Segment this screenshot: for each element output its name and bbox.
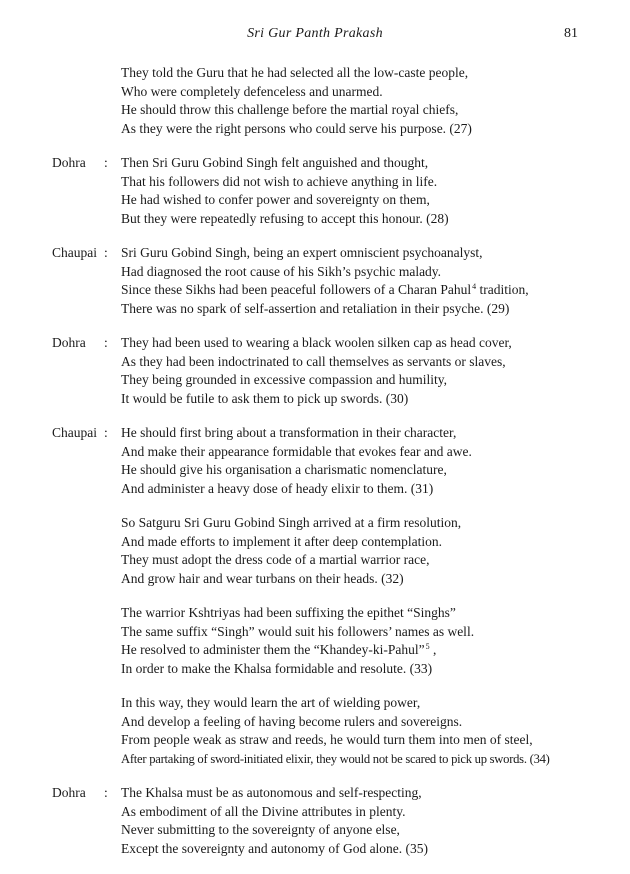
verse-line: So Satguru Sri Guru Gobind Singh arrived at a firm resolution, xyxy=(121,515,462,530)
verse-line: The same suffix “Singh” would suit his followers’ names as well. xyxy=(121,623,475,639)
verse-line: He should give his organisation a charismatic nomenclature, xyxy=(121,462,447,477)
stanza-verse xyxy=(121,514,591,588)
verse-text-tail: , xyxy=(429,642,437,657)
verse-line: As they were the right persons who could serve his purpose. (27) xyxy=(121,120,472,136)
verse-line: Who were completely defenceless and unarmed. xyxy=(121,83,383,99)
verse-line: After partaking of sword-initiated elixir, they would not be scared to pick up swords. (34) xyxy=(121,751,550,766)
verse-line: In order to make the Khalsa formidable and resolute. (33) xyxy=(121,660,433,676)
stanza-verse xyxy=(121,604,591,678)
stanza-33 xyxy=(0,604,630,678)
label-colon: : xyxy=(104,785,108,800)
stanza-35 xyxy=(0,784,630,858)
verse-line-with-footnote xyxy=(121,281,591,300)
footnote-marker: 5 xyxy=(425,641,430,651)
verse-line: And develop a feeling of having become rulers and sovereigns. xyxy=(121,713,463,729)
verse-line: Except the sovereignty and autonomy of God alone. (35) xyxy=(121,840,429,856)
verse-content xyxy=(0,64,630,874)
verse-line: They had been used to wearing a black woolen silken cap as head cover, xyxy=(121,335,512,350)
verse-line: He had wished to confer power and sovereignty on them, xyxy=(121,192,430,207)
stanza-28 xyxy=(0,154,630,228)
stanza-verse xyxy=(121,154,591,228)
verse-line: That his followers did not wish to achieve anything in life. xyxy=(121,173,438,189)
stanza-verse xyxy=(121,784,591,858)
stanza-verse xyxy=(121,334,591,408)
page-number: 81 xyxy=(564,26,578,41)
verse-line: From people weak as straw and reeds, he would turn them into men of steel, xyxy=(121,732,533,747)
verse-line: As embodiment of all the Divine attributes in plenty. xyxy=(121,803,406,819)
stanza-verse xyxy=(121,424,591,498)
verse-line: But they were repeatedly refusing to accept this honour. (28) xyxy=(121,210,449,226)
stanza-label: Dohra xyxy=(52,335,86,350)
verse-line: Never submitting to the sovereignty of anyone else, xyxy=(121,822,400,837)
verse-line: He should throw this challenge before the martial royal chiefs, xyxy=(121,102,459,117)
footnote-marker: 4 xyxy=(472,281,477,291)
label-colon: : xyxy=(104,245,108,260)
stanza-27 xyxy=(0,64,630,138)
verse-line: Had diagnosed the root cause of his Sikh’s psychic malady. xyxy=(121,263,442,279)
verse-line: And make their appearance formidable that evokes fear and awe. xyxy=(121,443,472,459)
verse-text-tail: tradition, xyxy=(476,282,529,297)
label-colon: : xyxy=(104,335,108,350)
verse-line: In this way, they would learn the art of wielding power, xyxy=(121,695,421,710)
stanza-30 xyxy=(0,334,630,408)
stanza-29 xyxy=(0,244,630,318)
verse-line: They being grounded in excessive compassion and humility, xyxy=(121,372,448,387)
verse-line: And made efforts to implement it after deep contemplation. xyxy=(121,533,443,549)
verse-line: There was no spark of self-assertion and retaliation in their psyche. (29) xyxy=(121,300,510,316)
stanza-label: Chaupai xyxy=(52,245,97,260)
verse-line-with-footnote xyxy=(121,641,591,660)
verse-text: He resolved to administer them the “Khandey-ki-Pahul” xyxy=(121,642,425,657)
stanza-verse xyxy=(121,244,591,318)
verse-line: They must adopt the dress code of a martial warrior race, xyxy=(121,552,430,567)
verse-line: The Khalsa must be as autonomous and self-respecting, xyxy=(121,785,422,800)
verse-line: Then Sri Guru Gobind Singh felt anguished and thought, xyxy=(121,155,429,170)
stanza-verse xyxy=(121,694,591,768)
verse-line: Sri Guru Gobind Singh, being an expert omniscient psychoanalyst, xyxy=(121,245,483,260)
stanza-32 xyxy=(0,514,630,588)
verse-line: And administer a heavy dose of heady elixir to them. (31) xyxy=(121,480,434,496)
verse-line: They told the Guru that he had selected all the low-caste people, xyxy=(121,65,469,80)
label-colon: : xyxy=(104,425,108,440)
verse-line: As they had been indoctrinated to call themselves as servants or slaves, xyxy=(121,353,506,369)
verse-text: Since these Sikhs had been peaceful followers of a Charan Pahul xyxy=(121,282,472,297)
stanza-verse xyxy=(121,64,591,138)
stanza-label: Chaupai xyxy=(52,425,97,440)
stanza-31 xyxy=(0,424,630,498)
stanza-label: Dohra xyxy=(52,785,86,800)
verse-line: He should first bring about a transformation in their character, xyxy=(121,425,457,440)
verse-line: It would be futile to ask them to pick up swords. (30) xyxy=(121,390,409,406)
verse-line: The warrior Kshtriyas had been suffixing the epithet “Singhs” xyxy=(121,605,456,620)
running-header xyxy=(0,26,630,46)
stanza-label: Dohra xyxy=(52,155,86,170)
running-title: Sri Gur Panth Prakash xyxy=(247,26,383,41)
label-colon: : xyxy=(104,155,108,170)
verse-line: And grow hair and wear turbans on their heads. (32) xyxy=(121,570,404,586)
stanza-34 xyxy=(0,694,630,768)
